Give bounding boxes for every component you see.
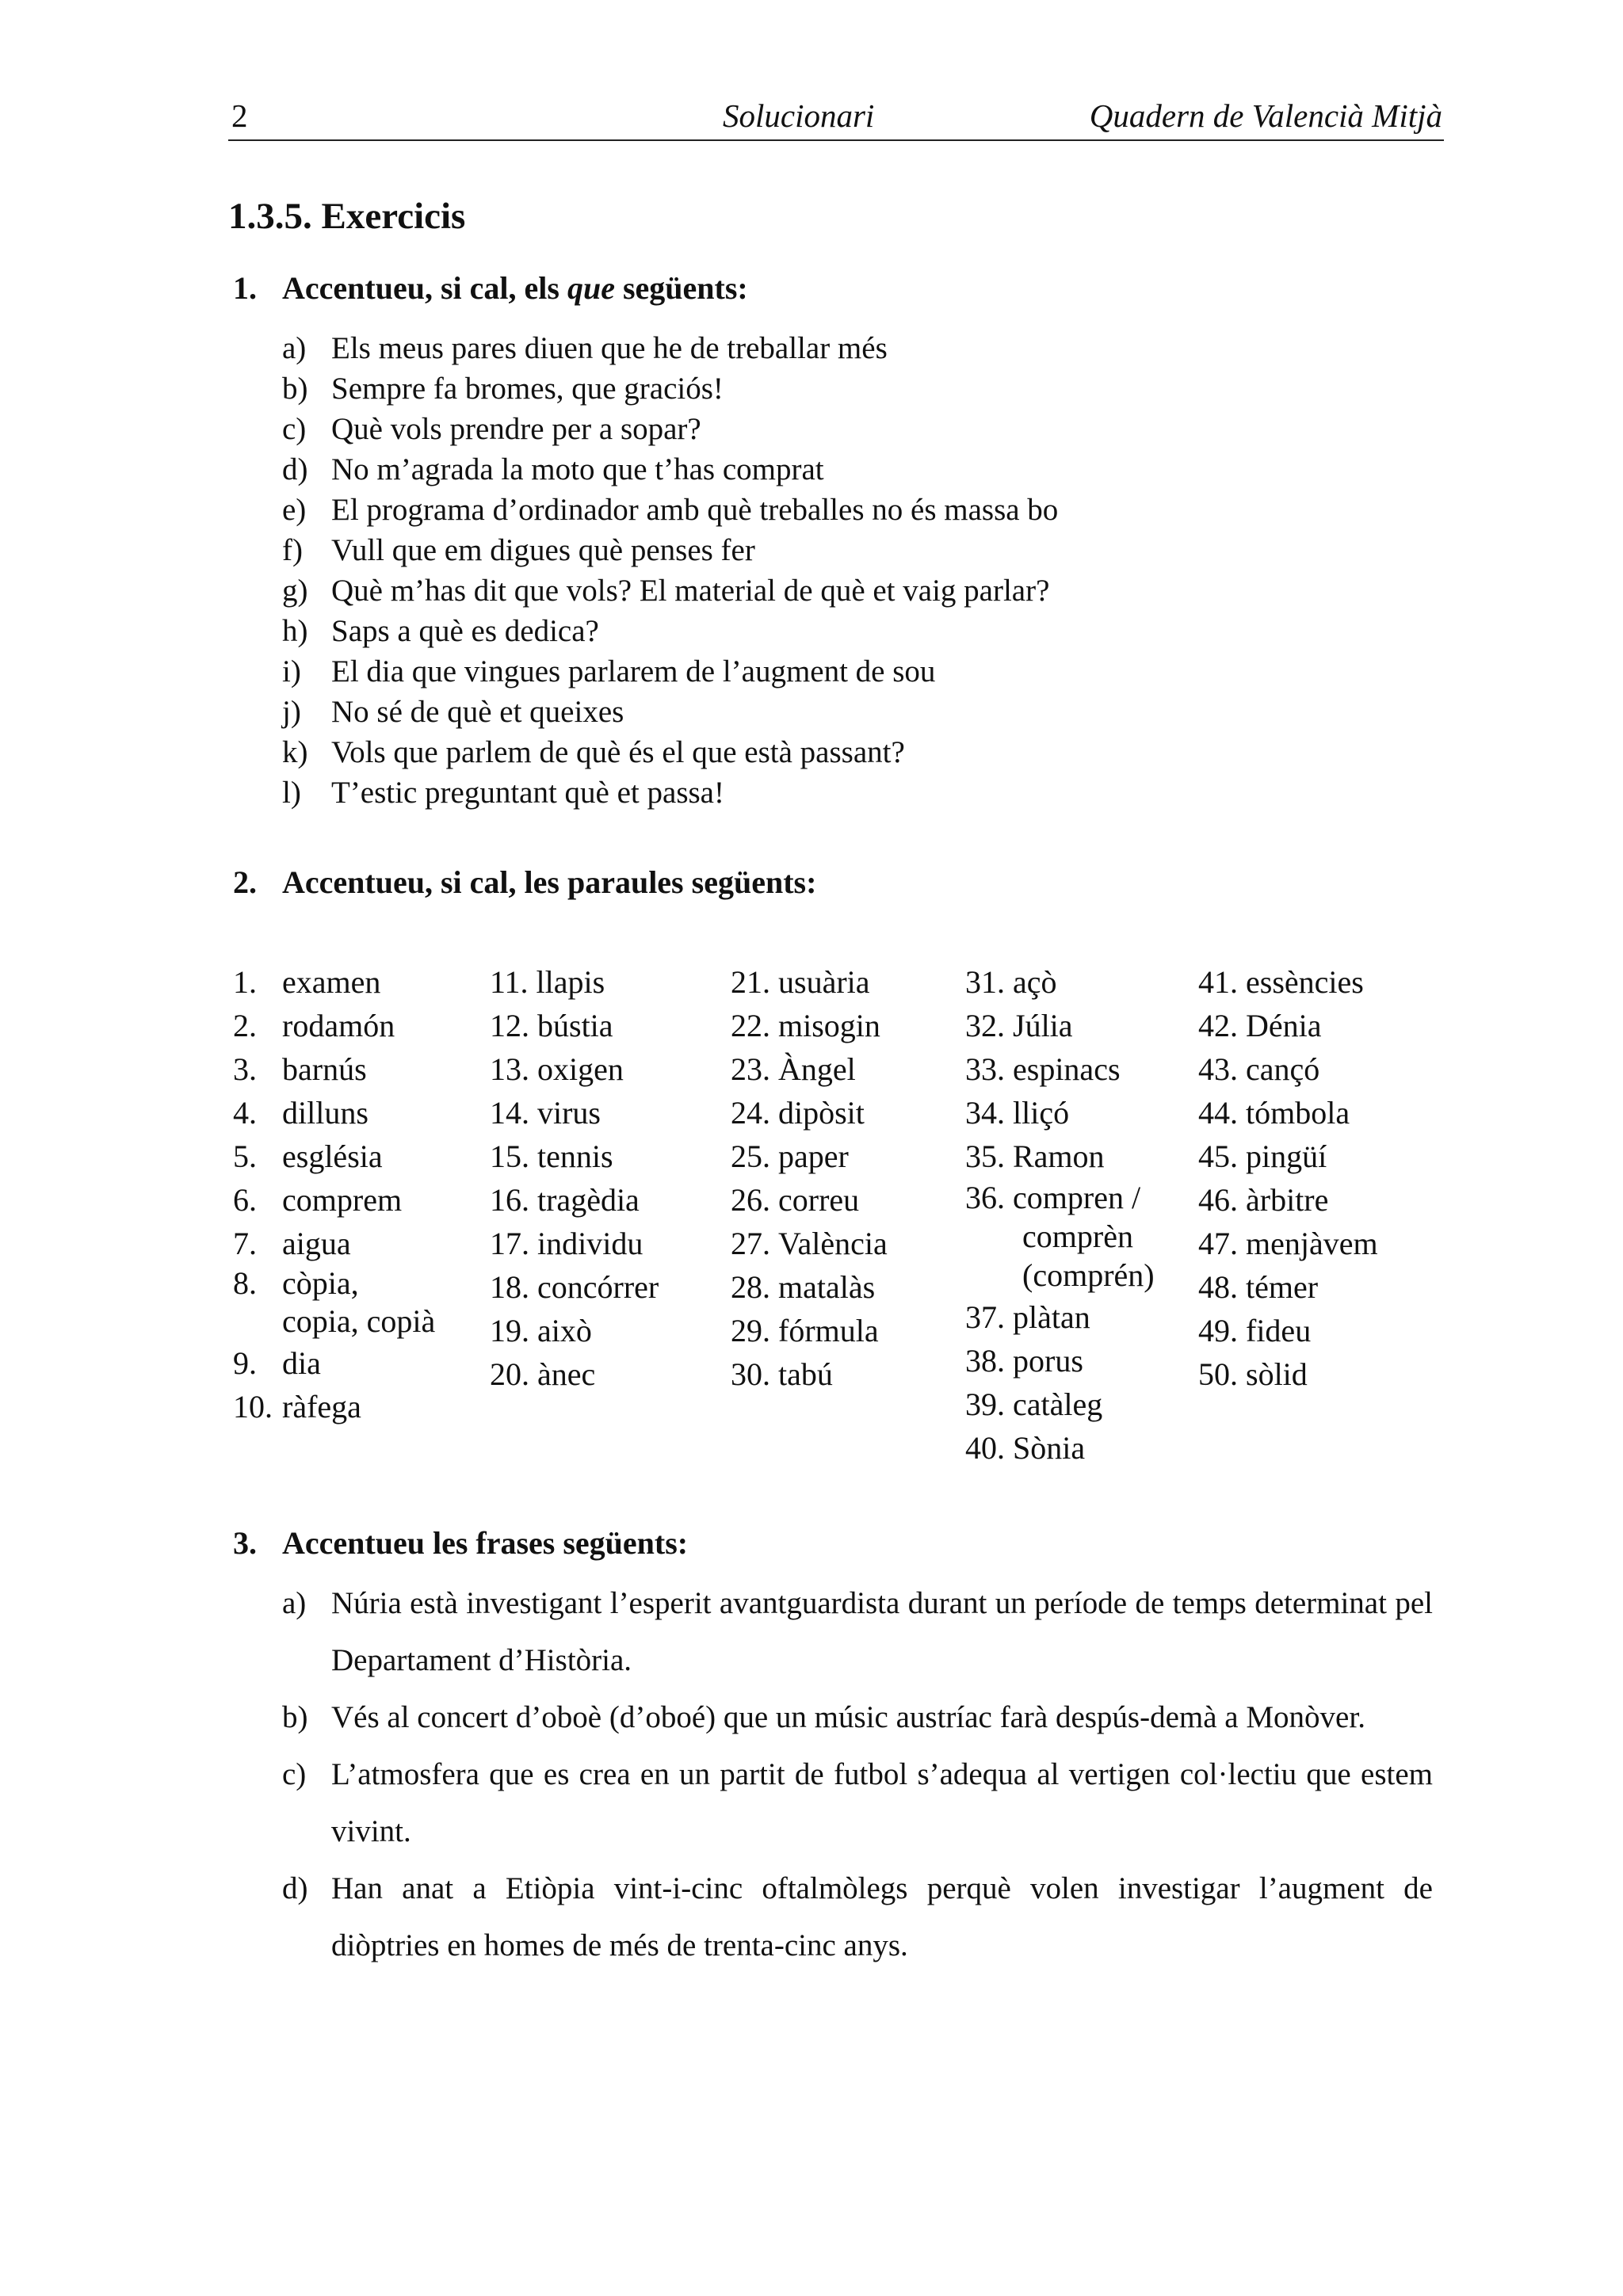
word-text: rodamón — [282, 1008, 395, 1043]
word-number: 30. — [731, 1356, 770, 1392]
word-text: Sònia — [1013, 1430, 1086, 1466]
item-text: Han anat a Etiòpia vint-i-cinc oftalmòlegs perquè volen investigar l’augment de diòptries en homes de més de trenta-cinc anys. — [331, 1871, 1433, 1962]
word-item — [490, 1265, 659, 1309]
word-text: dipòsit — [778, 1095, 865, 1131]
word-text: usuària — [778, 964, 870, 1000]
word-item — [233, 960, 435, 1004]
word-text: Àngel — [778, 1051, 856, 1087]
word-item — [1198, 1047, 1378, 1091]
word-text: tómbola — [1246, 1095, 1350, 1131]
page-header — [228, 93, 1444, 141]
word-item — [233, 1178, 435, 1222]
item-text: Vull que em digues què penses fer — [331, 533, 755, 567]
exercise-title: Accentueu, si cal, les paraules següents: — [282, 864, 817, 900]
word-item — [233, 1091, 435, 1135]
word-text: oxigen — [537, 1051, 624, 1087]
word-number: 45. — [1198, 1138, 1238, 1174]
word-text: matalàs — [778, 1269, 876, 1305]
word-text: copia, copià — [282, 1303, 436, 1339]
word-number: 35. — [965, 1138, 1005, 1174]
item-text: El programa d’ordinador amb què treballes no és massa bo — [331, 493, 1059, 527]
list-item — [282, 574, 1058, 614]
word-number: 13. — [490, 1051, 529, 1087]
word-number: 40. — [965, 1430, 1005, 1466]
word-number: 6. — [233, 1182, 257, 1218]
word-number: 32. — [965, 1008, 1005, 1043]
word-number: 23. — [731, 1051, 770, 1087]
exercise-title-part: Accentueu, si cal, els — [282, 270, 567, 306]
item-label: k) — [282, 735, 308, 769]
word-text: examen — [282, 964, 381, 1000]
exercise-number: 3. — [233, 1525, 257, 1561]
word-text: Dénia — [1246, 1008, 1322, 1043]
word-number: 18. — [490, 1269, 529, 1305]
word-text: espinacs — [1013, 1051, 1121, 1087]
item-text: Què m’has dit que vols? El material de què et vaig parlar? — [331, 574, 1050, 608]
exercise-3-heading — [233, 1524, 688, 1562]
word-text: dia — [282, 1345, 321, 1381]
list-item — [282, 614, 1058, 654]
word-number: 36. — [965, 1180, 1005, 1215]
word-item — [965, 1004, 1155, 1047]
list-item — [282, 1689, 1433, 1746]
item-label: d) — [282, 452, 308, 486]
word-text: còpia, — [282, 1265, 359, 1301]
word-number: 20. — [490, 1356, 529, 1392]
word-text: església — [282, 1138, 383, 1174]
word-number: 49. — [1198, 1313, 1238, 1348]
word-text: tabú — [778, 1356, 833, 1392]
word-number: 19. — [490, 1313, 529, 1348]
word-text: Ramon — [1013, 1138, 1105, 1174]
word-item — [965, 960, 1155, 1004]
word-item — [1198, 1004, 1378, 1047]
item-label: a) — [282, 1586, 307, 1620]
word-item — [490, 1309, 659, 1352]
word-item — [490, 960, 659, 1004]
word-item — [731, 1222, 888, 1265]
item-label: g) — [282, 574, 308, 608]
word-item — [233, 1135, 435, 1178]
word-item — [965, 1426, 1155, 1470]
word-number: 44. — [1198, 1095, 1238, 1131]
word-item — [1198, 1135, 1378, 1178]
word-item — [731, 1091, 888, 1135]
item-text: El dia que vingues parlarem de l’augment de sou — [331, 654, 936, 688]
list-item — [282, 493, 1058, 533]
word-number: 41. — [1198, 964, 1238, 1000]
word-text: concórrer — [537, 1269, 659, 1305]
word-item — [731, 1135, 888, 1178]
item-label: e) — [282, 493, 307, 527]
list-item — [282, 735, 1058, 776]
word-text: virus — [537, 1095, 601, 1131]
word-item — [731, 1265, 888, 1309]
word-number: 46. — [1198, 1182, 1238, 1218]
word-number: 21. — [731, 964, 770, 1000]
word-number: 26. — [731, 1182, 770, 1218]
word-text: barnús — [282, 1051, 367, 1087]
word-text: aigua — [282, 1226, 351, 1261]
word-text: (comprén) — [1022, 1257, 1155, 1293]
word-number: 17. — [490, 1226, 529, 1261]
item-text: No sé de què et queixes — [331, 695, 624, 729]
exercise-title-part: següents: — [614, 270, 748, 306]
word-item — [1198, 1178, 1378, 1222]
word-text: compren / — [1013, 1180, 1141, 1215]
word-number: 4. — [233, 1095, 257, 1131]
word-number: 43. — [1198, 1051, 1238, 1087]
list-item — [282, 533, 1058, 574]
word-number: 27. — [731, 1226, 770, 1261]
word-item — [731, 1004, 888, 1047]
item-text: L’atmosfera que es crea en un partit de futbol s’adequa al vertigen col·lectiu que estem vivint. — [331, 1757, 1433, 1848]
word-number: 48. — [1198, 1269, 1238, 1305]
word-text: això — [537, 1313, 592, 1348]
item-text: Els meus pares diuen que he de treballar més — [331, 331, 888, 365]
word-text: Júlia — [1013, 1008, 1073, 1043]
word-item — [233, 1385, 435, 1428]
item-text: Sempre fa bromes, que graciós! — [331, 372, 724, 406]
word-column-3 — [731, 960, 888, 1396]
word-column-1 — [233, 960, 435, 1428]
word-number: 1. — [233, 964, 257, 1000]
word-text: correu — [778, 1182, 860, 1218]
page-number: 2 — [231, 97, 248, 134]
word-text: ànec — [537, 1356, 596, 1392]
word-number: 9. — [233, 1345, 257, 1381]
word-text: dilluns — [282, 1095, 369, 1131]
word-text: comprèn — [1022, 1219, 1133, 1254]
word-number: 31. — [965, 964, 1005, 1000]
word-text: sòlid — [1246, 1356, 1308, 1392]
word-item — [490, 1047, 659, 1091]
word-item — [1198, 1265, 1378, 1309]
list-item — [282, 1575, 1433, 1689]
word-item — [731, 1178, 888, 1222]
word-number: 5. — [233, 1138, 257, 1174]
word-number: 14. — [490, 1095, 529, 1131]
word-text: catàleg — [1013, 1386, 1103, 1422]
word-text: àrbitre — [1246, 1182, 1329, 1218]
word-item — [965, 1047, 1155, 1091]
section-title: 1.3.5. Exercicis — [228, 196, 466, 237]
word-item — [1198, 1352, 1378, 1396]
word-number: 8. — [233, 1265, 257, 1301]
word-text: bústia — [537, 1008, 613, 1043]
word-number: 3. — [233, 1051, 257, 1087]
exercise-1-heading — [233, 269, 748, 307]
item-label: h) — [282, 614, 308, 648]
list-item — [282, 695, 1058, 735]
word-item — [1198, 1309, 1378, 1352]
word-column-4 — [965, 960, 1155, 1470]
word-item — [965, 1091, 1155, 1135]
word-number: 37. — [965, 1299, 1005, 1335]
word-number: 10. — [233, 1389, 273, 1425]
item-text: No m’agrada la moto que t’has comprat — [331, 452, 824, 486]
item-text: Núria està investigant l’esperit avantguardista durant un període de temps determinat pel Departament d’Història. — [331, 1586, 1433, 1677]
word-number: 24. — [731, 1095, 770, 1131]
word-item — [1198, 960, 1378, 1004]
word-number: 38. — [965, 1343, 1005, 1379]
word-item-continuation — [965, 1218, 1155, 1256]
word-item — [233, 1004, 435, 1047]
item-label: j) — [282, 695, 301, 729]
item-text: Vols que parlem de què és el que està passant? — [331, 735, 905, 769]
word-item — [233, 1047, 435, 1091]
word-item — [490, 1091, 659, 1135]
word-text: misogin — [778, 1008, 880, 1043]
word-item — [965, 1339, 1155, 1383]
word-item — [731, 1309, 888, 1352]
exercise-number: 1. — [233, 270, 257, 306]
word-item — [233, 1341, 435, 1385]
item-label: c) — [282, 1757, 307, 1791]
item-label: f) — [282, 533, 303, 567]
list-item — [282, 776, 1058, 816]
word-text: paper — [778, 1138, 849, 1174]
item-label: i) — [282, 654, 301, 688]
exercise-1-list — [282, 331, 1058, 816]
word-number: 22. — [731, 1008, 770, 1043]
word-text: menjàvem — [1246, 1226, 1378, 1261]
list-item — [282, 452, 1058, 493]
word-column-2 — [490, 960, 659, 1396]
word-text: porus — [1013, 1343, 1083, 1379]
word-item — [490, 1135, 659, 1178]
word-text: pingüí — [1246, 1138, 1327, 1174]
word-item — [1198, 1091, 1378, 1135]
word-text: cançó — [1246, 1051, 1320, 1087]
exercise-number: 2. — [233, 864, 257, 900]
list-item — [282, 1860, 1433, 1974]
item-label: b) — [282, 1700, 308, 1734]
item-label: d) — [282, 1871, 308, 1905]
word-number: 28. — [731, 1269, 770, 1305]
word-item — [965, 1383, 1155, 1426]
item-label: c) — [282, 412, 307, 446]
exercise-title: Accentueu les frases següents: — [282, 1525, 689, 1561]
word-text: tragèdia — [537, 1182, 640, 1218]
word-item — [1198, 1222, 1378, 1265]
item-text: Saps a què es dedica? — [331, 614, 599, 648]
word-text: plàtan — [1013, 1299, 1090, 1335]
word-text: essències — [1246, 964, 1364, 1000]
exercise-2-heading — [233, 864, 816, 901]
word-number: 34. — [965, 1095, 1005, 1131]
word-text: fórmula — [778, 1313, 879, 1348]
word-text: tennis — [537, 1138, 613, 1174]
word-item — [490, 1352, 659, 1396]
word-item-continuation — [965, 1256, 1155, 1295]
word-item — [233, 1222, 435, 1265]
word-number: 50. — [1198, 1356, 1238, 1392]
word-item — [965, 1135, 1155, 1178]
word-number: 25. — [731, 1138, 770, 1174]
word-number: 16. — [490, 1182, 529, 1218]
word-item-continuation — [233, 1302, 435, 1341]
list-item — [282, 372, 1058, 412]
list-item — [282, 412, 1058, 452]
word-text: fideu — [1246, 1313, 1312, 1348]
item-label: b) — [282, 372, 308, 406]
item-text: T’estic preguntant què et passa! — [331, 776, 724, 810]
header-section-name: Solucionari — [723, 97, 875, 134]
word-item — [490, 1004, 659, 1047]
word-number: 33. — [965, 1051, 1005, 1087]
word-text: ràfega — [282, 1389, 361, 1425]
word-text: València — [778, 1226, 888, 1261]
word-number: 39. — [965, 1386, 1005, 1422]
list-item — [282, 331, 1058, 372]
word-text: açò — [1013, 964, 1057, 1000]
item-text: Què vols prendre per a sopar? — [331, 412, 701, 446]
item-text: Vés al concert d’oboè (d’oboé) que un músic austríac farà despús-demà a Monòver. — [331, 1700, 1365, 1734]
exercise-title-emphasis: que — [567, 270, 615, 306]
word-column-5 — [1198, 960, 1378, 1396]
word-item — [731, 1047, 888, 1091]
item-label: l) — [282, 776, 301, 810]
word-number: 42. — [1198, 1008, 1238, 1043]
list-item — [282, 654, 1058, 695]
word-item — [965, 1295, 1155, 1339]
word-number: 15. — [490, 1138, 529, 1174]
word-item — [965, 1178, 1155, 1218]
word-item — [731, 1352, 888, 1396]
exercise-3-list — [282, 1575, 1433, 1974]
list-item — [282, 1746, 1433, 1860]
item-label: a) — [282, 331, 307, 365]
word-text: lliçó — [1013, 1095, 1070, 1131]
word-text: témer — [1246, 1269, 1319, 1305]
word-number: 47. — [1198, 1226, 1238, 1261]
word-number: 29. — [731, 1313, 770, 1348]
word-item — [233, 1265, 435, 1302]
word-text: llapis — [536, 964, 605, 1000]
word-item — [731, 960, 888, 1004]
word-text: individu — [537, 1226, 643, 1261]
word-item — [490, 1222, 659, 1265]
word-number: 7. — [233, 1226, 257, 1261]
word-item — [490, 1178, 659, 1222]
word-number: 11. — [490, 964, 529, 1000]
word-number: 2. — [233, 1008, 257, 1043]
header-book-title: Quadern de Valencià Mitjà — [1089, 97, 1442, 134]
word-number: 12. — [490, 1008, 529, 1043]
word-text: comprem — [282, 1182, 403, 1218]
